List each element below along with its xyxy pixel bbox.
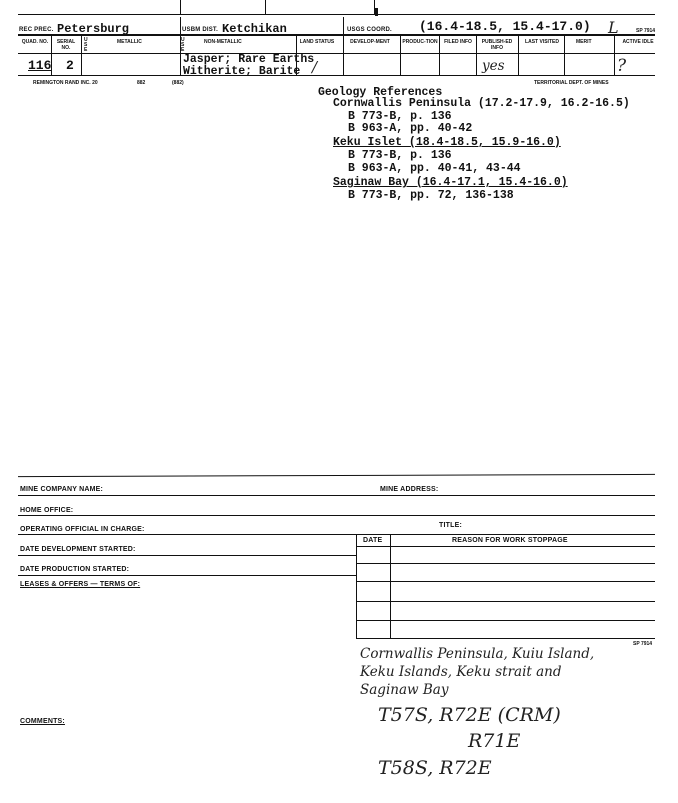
col-sep-3 [180, 36, 181, 76]
col-sep-7 [439, 36, 440, 76]
form-number-2: SP 7914 [633, 641, 653, 647]
header-rule-2 [18, 34, 655, 36]
header-top-rule [18, 14, 655, 15]
ref-3-a: B 773-B, pp. 72, 136-138 [348, 189, 514, 202]
ref-2-a: B 773-B, p. 136 [348, 149, 452, 162]
ref-2-b: B 963-A, pp. 40-41, 43-44 [348, 162, 521, 175]
rule-stoppage-2 [356, 581, 655, 582]
header-rule-3 [18, 53, 655, 54]
rule-mine [18, 495, 655, 496]
col-sep-8 [476, 36, 477, 76]
rec-prec-label: REC PREC. [19, 27, 54, 33]
rule-stoppage-header [356, 546, 655, 547]
operating-official-label: OPERATING OFFICIAL IN CHARGE: [20, 526, 145, 533]
col-land-status: LAND STATUS [299, 39, 335, 45]
col-published-info: PUBLISH-ED INFO [481, 39, 513, 51]
serial-value: 2 [66, 58, 74, 73]
corner-mark: L [608, 18, 619, 37]
rule-official [18, 534, 655, 535]
date-col-label: DATE [363, 537, 383, 544]
reason-col-label: REASON FOR WORK STOPPAGE [452, 537, 568, 544]
usbm-dist-label: USBM DIST. [182, 27, 219, 33]
col-use-2: U S E [181, 37, 185, 53]
ref-place-2: Keku Islet (18.4-18.5, 15.9-16.0) [333, 136, 561, 149]
col-development: DEVELOP-MENT [350, 39, 390, 45]
title-label: TITLE: [439, 522, 462, 529]
rule-date-dev [18, 555, 356, 556]
mine-company-label: MINE COMPANY NAME: [20, 486, 104, 493]
col-sep-11 [614, 36, 615, 76]
col-nonmetallic: NON-METALLIC [204, 39, 242, 45]
rule-stoppage-4 [356, 620, 655, 621]
handwritten-line-3: Saginaw Bay [360, 682, 449, 698]
handwritten-line-2: Keku Islands, Keku strait and [360, 664, 562, 680]
col-sep-10 [564, 36, 565, 76]
usbm-dist-value: Ketchikan [222, 22, 287, 36]
quad-value: 116 [28, 58, 52, 73]
col-metallic: METALLIC [117, 39, 142, 45]
stoppage-date-divider [390, 534, 391, 639]
handwritten-line-4: T57S, R72E (CRM) [378, 704, 561, 726]
rule-date-prod [18, 575, 356, 576]
home-office-label: HOME OFFICE: [20, 507, 74, 514]
commodity-line-1: Jasper; Rare Earths [183, 53, 315, 66]
col-sep-5 [343, 36, 344, 76]
handwritten-line-1: Cornwallis Peninsula, Kuiu Island, [360, 646, 595, 662]
code-882-paren: (882) [172, 80, 184, 86]
ref-1-a: B 773-B, p. 136 [348, 110, 452, 123]
comments-label: COMMENTS: [20, 718, 65, 725]
geology-refs-title: Geology References [318, 86, 443, 99]
header-tick-bold [375, 8, 378, 16]
col-sep-6 [400, 36, 401, 76]
rule-stoppage-3 [356, 601, 655, 602]
handwritten-line-6: T58S, R72E [378, 757, 492, 779]
usgs-coord-value: (16.4-18.5, 15.4-17.0) [419, 19, 591, 34]
col-sep-2 [81, 36, 82, 76]
stoppage-left-border [356, 534, 357, 639]
col-quad: QUAD. NO. [21, 39, 49, 45]
col-production: PRODUC-TION [402, 39, 438, 45]
rule-home [18, 515, 655, 516]
form-top-rule [18, 474, 655, 477]
rule-stoppage-1 [356, 563, 655, 564]
leases-label: LEASES & OFFERS — TERMS OF: [20, 581, 141, 588]
header-rule-4 [18, 75, 655, 76]
header-sep-2 [343, 17, 344, 36]
col-use-1: U S E [84, 37, 88, 53]
form-number: SP 7914 [636, 28, 656, 34]
col-sep-9 [518, 36, 519, 76]
col-serial: SERIAL NO. [56, 39, 76, 51]
header-sep-1 [180, 17, 181, 36]
code-882: 882 [137, 80, 146, 86]
ref-place-3: Saginaw Bay (16.4-17.1, 15.4-16.0) [333, 176, 568, 189]
handwritten-line-5: R71E [468, 730, 521, 752]
territorial-dept: TERRITORIAL DEPT. OF MINES [534, 80, 609, 86]
header-tick-1 [180, 0, 181, 14]
col-merit: MERIT [576, 39, 592, 45]
col-active-idle: ACTIVE IDLE [622, 39, 654, 45]
col-last-visited: LAST VISITED [525, 39, 559, 45]
mine-address-label: MINE ADDRESS: [380, 486, 439, 493]
header-tick-2 [265, 0, 266, 14]
date-dev-label: DATE DEVELOPMENT STARTED: [20, 546, 136, 553]
rec-prec-value: Petersburg [57, 22, 130, 36]
rule-stoppage-bottom [356, 638, 655, 639]
land-status-mark: / [312, 58, 318, 76]
date-prod-label: DATE PRODUCTION STARTED: [20, 566, 130, 573]
col-filed-info: FILED INFO [444, 39, 472, 45]
commodity-line-2: Witherite; Barite [183, 65, 301, 78]
ref-1-b: B 963-A, pp. 40-42 [348, 122, 473, 135]
published-info-value: yes [482, 58, 505, 74]
printer-line: REMINGTON RAND INC. 20 [33, 80, 98, 86]
ref-place-1: Cornwallis Peninsula (17.2-17.9, 16.2-16.5) [333, 97, 630, 110]
active-idle-mark: ? [617, 56, 627, 76]
usgs-coord-label: USGS COORD. [347, 27, 392, 33]
